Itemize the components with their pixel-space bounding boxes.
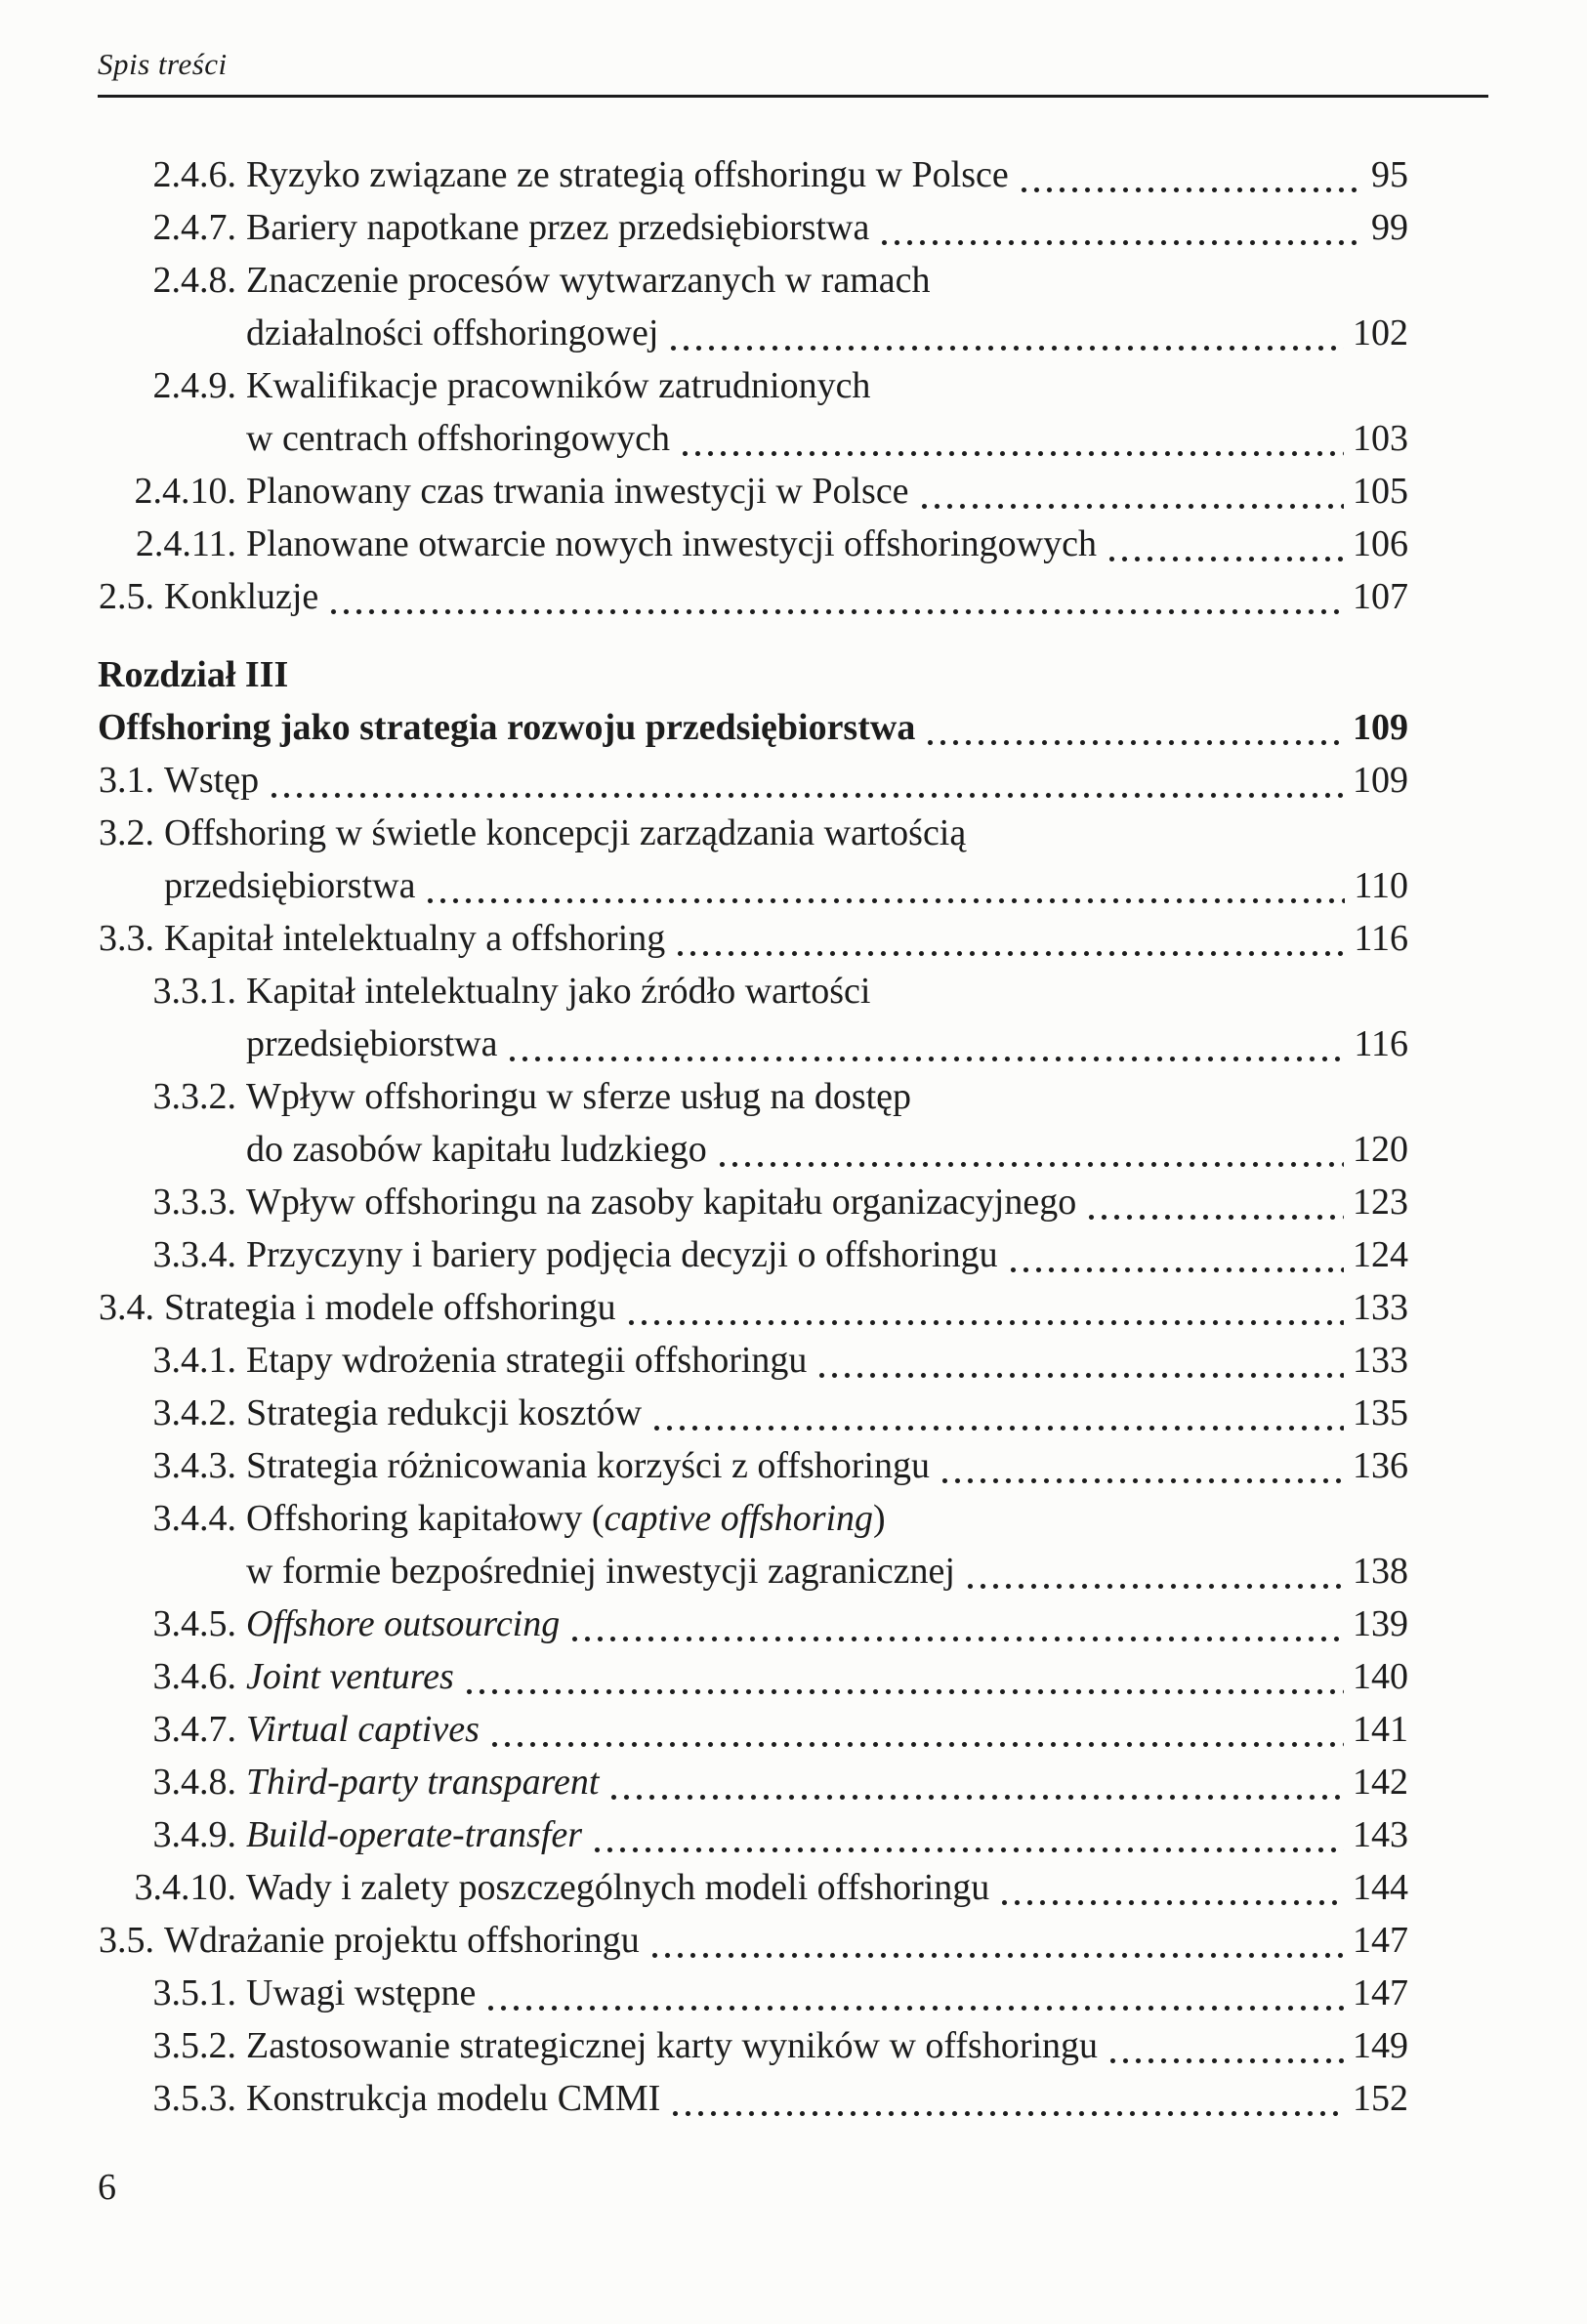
toc-entry-number xyxy=(98,1017,236,1070)
toc-leader-dots xyxy=(650,1387,1344,1439)
toc-entry-title xyxy=(246,1228,998,1281)
toc-page-number: 107 xyxy=(1353,576,1408,617)
toc-line xyxy=(98,1756,1408,1808)
toc-entry-number: 3.1. xyxy=(99,760,154,801)
toc-entry-title xyxy=(246,1017,497,1070)
toc-title-segment: Etapy wdrożenia strategii offshoringu xyxy=(246,1340,808,1381)
toc-entry-title xyxy=(246,1808,582,1861)
toc-leader-dots xyxy=(716,1123,1344,1176)
toc-line xyxy=(98,1545,1408,1598)
toc-entry-number: 2.4.9. xyxy=(152,365,236,406)
toc-entry-title xyxy=(246,2019,1098,2072)
toc-page-number: 136 xyxy=(1353,1445,1408,1486)
toc-leader-dots xyxy=(648,1914,1344,1967)
toc-title-segment: Wstęp xyxy=(164,760,260,801)
toc-title-segment: Strategia różnicowania korzyści z offshoringu xyxy=(246,1445,930,1486)
toc-line xyxy=(98,2019,1408,2072)
toc-entry-number: 3.3.1. xyxy=(152,971,236,1012)
toc-entry-title xyxy=(98,701,915,754)
toc-leader-dots xyxy=(1085,1176,1344,1228)
toc-entry xyxy=(98,465,1408,518)
toc-title-segment: Offshoring w świetle koncepcji zarządzania wartością xyxy=(164,812,967,853)
toc-entry-title xyxy=(98,648,288,701)
toc-line xyxy=(98,1017,1408,1070)
toc-entry-number: 3.4.10. xyxy=(134,1867,236,1908)
toc-entry-number: 2.4.6. xyxy=(152,154,236,195)
toc-entry-number: 3.5. xyxy=(99,1920,154,1961)
toc-title-segment: Kapitał intelektualny a offshoring xyxy=(164,918,666,959)
toc-line xyxy=(98,201,1408,254)
toc-entry-title xyxy=(164,807,966,859)
page-header xyxy=(98,47,1488,98)
toc-entry-number: 3.4.9. xyxy=(152,1814,236,1855)
toc-page-number: 142 xyxy=(1353,1762,1408,1803)
toc-entry xyxy=(98,1387,1408,1439)
toc-entry-title xyxy=(246,1123,707,1176)
toc-title-segment: Wpływ offshoringu na zasoby kapitału organizacyjnego xyxy=(246,1182,1077,1223)
toc-page-number: 109 xyxy=(1353,760,1408,801)
toc-line xyxy=(98,1808,1408,1861)
toc-entry xyxy=(98,1176,1408,1228)
toc-entry-number: 2.5. xyxy=(99,576,154,617)
toc-line xyxy=(98,2072,1408,2125)
toc-entry-number xyxy=(98,307,236,359)
toc-line xyxy=(98,1070,1408,1123)
toc-entry-number: 2.4.11. xyxy=(135,523,236,564)
toc-page-number: 140 xyxy=(1353,1656,1408,1697)
toc-title-segment: Ryzyko związane ze strategią offshoringu w Polsce xyxy=(246,154,1009,195)
toc-entry-title xyxy=(164,1914,640,1967)
toc-title-segment: przedsiębiorstwa xyxy=(246,1023,498,1064)
toc-entry xyxy=(98,254,1408,359)
toc-page-number: 103 xyxy=(1353,418,1408,459)
toc-entry-title xyxy=(246,1650,454,1703)
toc-line xyxy=(98,1492,1408,1545)
toc-leader-dots xyxy=(506,1017,1345,1070)
toc-title-segment: Wady i zalety poszczególnych modeli offshoringu xyxy=(246,1867,990,1908)
toc-leader-dots xyxy=(1018,148,1362,201)
toc-page-number: 110 xyxy=(1354,865,1408,906)
toc-entry-number: 3.5.1. xyxy=(152,1972,236,2013)
toc-entry-number: 3.4.6. xyxy=(152,1656,236,1697)
toc-entry xyxy=(98,1281,1408,1334)
toc-entry xyxy=(98,1228,1408,1281)
toc-entry xyxy=(98,359,1408,465)
toc-line xyxy=(98,648,1408,701)
toc-page-number: 120 xyxy=(1353,1129,1408,1170)
toc-leader-dots xyxy=(568,1598,1344,1650)
toc-entry-title xyxy=(164,1281,616,1334)
toc-entry-title xyxy=(246,307,658,359)
toc-entry-title xyxy=(164,570,318,623)
toc-entry xyxy=(98,1967,1408,2019)
toc-line xyxy=(98,465,1408,518)
toc-entry-number: 2.4.10. xyxy=(134,471,236,512)
toc-title-segment: do zasobów kapitału ludzkiego xyxy=(246,1129,707,1170)
toc-page-number: 106 xyxy=(1353,523,1408,564)
toc-leader-dots xyxy=(679,412,1344,465)
toc-entry-title xyxy=(246,1439,930,1492)
toc-entry-title xyxy=(246,965,870,1017)
toc-title-segment: Offshoring kapitałowy ( xyxy=(246,1498,605,1539)
toc-entry xyxy=(98,1598,1408,1650)
toc-entry xyxy=(98,912,1408,965)
toc-entry-title xyxy=(246,518,1097,570)
toc-entry xyxy=(98,570,1408,623)
toc-entry xyxy=(98,2019,1408,2072)
toc-chapter-heading xyxy=(98,648,1408,701)
toc-leader-dots xyxy=(674,912,1345,965)
toc-title-segment: Kapitał intelektualny jako źródło wartości xyxy=(246,971,871,1012)
toc-title-segment: Strategia redukcji kosztów xyxy=(246,1392,643,1433)
toc-leader-dots xyxy=(488,1703,1344,1756)
toc-page-number: 147 xyxy=(1353,1920,1408,1961)
toc-line xyxy=(98,754,1408,807)
toc-entry-title xyxy=(246,465,909,518)
toc-entry xyxy=(98,1439,1408,1492)
toc-title-segment: Uwagi wstępne xyxy=(246,1972,477,2013)
toc-line xyxy=(98,518,1408,570)
toc-leader-dots xyxy=(625,1281,1344,1334)
toc-page-number: 95 xyxy=(1371,154,1408,195)
toc-page-number: 109 xyxy=(1353,707,1408,748)
toc-entry-title xyxy=(246,2072,660,2125)
toc-entry-number: 2.4.7. xyxy=(152,207,236,248)
toc-entry-title xyxy=(246,1492,886,1545)
toc-entry-number: 2.4.8. xyxy=(152,260,236,301)
toc-entry xyxy=(98,1861,1408,1914)
toc-entry-title xyxy=(246,254,931,307)
toc-leader-dots xyxy=(268,754,1344,807)
toc-page-number: 124 xyxy=(1353,1234,1408,1275)
toc-leader-dots xyxy=(484,1967,1344,2019)
toc-title-italic-segment: Build-operate-transfer xyxy=(246,1814,583,1855)
header-rule xyxy=(98,95,1488,98)
toc-leader-dots xyxy=(424,859,1345,912)
toc-line xyxy=(98,1176,1408,1228)
toc-entry-title xyxy=(246,1545,955,1598)
toc-leader-dots xyxy=(964,1545,1344,1598)
toc-entry xyxy=(98,1650,1408,1703)
toc-entry-title xyxy=(246,1703,480,1756)
toc-entry xyxy=(98,148,1408,201)
toc-line xyxy=(98,965,1408,1017)
toc-page-number: 133 xyxy=(1353,1287,1408,1328)
toc-entry-number: 3.4.3. xyxy=(152,1445,236,1486)
toc-entry xyxy=(98,1756,1408,1808)
toc-entry xyxy=(98,1334,1408,1387)
toc-line xyxy=(98,570,1408,623)
toc-entry-number: 3.3.4. xyxy=(152,1234,236,1275)
toc-line xyxy=(98,412,1408,465)
toc-page-number: 144 xyxy=(1353,1867,1408,1908)
toc-entry-title xyxy=(246,1756,599,1808)
running-head-title: Spis treści xyxy=(98,47,228,81)
toc-title-segment: ) xyxy=(873,1498,886,1539)
toc-entry-number xyxy=(98,1545,236,1598)
toc-entry-number: 3.4.1. xyxy=(152,1340,236,1381)
toc-entry-number: 3.3. xyxy=(99,918,154,959)
toc-entry-number: 3.4.2. xyxy=(152,1392,236,1433)
toc-title-segment: Wpływ offshoringu w sferze usług na dostęp xyxy=(246,1076,912,1117)
toc-entry-title xyxy=(164,859,415,912)
toc-line xyxy=(98,254,1408,307)
toc-title-italic-segment: Virtual captives xyxy=(246,1709,480,1750)
toc-title-italic-segment: Joint ventures xyxy=(246,1656,454,1697)
toc-line xyxy=(98,1281,1408,1334)
toc-line xyxy=(98,701,1408,754)
toc-page-number: 152 xyxy=(1353,2078,1408,2119)
toc-leader-dots xyxy=(918,465,1344,518)
toc-leader-dots xyxy=(1106,518,1344,570)
toc-entry-number: 3.3.2. xyxy=(152,1076,236,1117)
toc-line xyxy=(98,148,1408,201)
toc-line xyxy=(98,1703,1408,1756)
toc-leader-dots xyxy=(607,1756,1344,1808)
toc-page-number: 102 xyxy=(1353,312,1408,353)
toc-entry-number: 3.3.3. xyxy=(152,1182,236,1223)
toc-entry-title xyxy=(246,412,670,465)
toc-leader-dots xyxy=(667,307,1344,359)
toc-entry-number: 3.4. xyxy=(99,1287,154,1328)
footer-page-number: 6 xyxy=(98,2167,116,2208)
toc-entry xyxy=(98,1070,1408,1176)
toc-entry xyxy=(98,965,1408,1070)
toc-title-segment: Zastosowanie strategicznej karty wyników w offshoringu xyxy=(246,2025,1099,2066)
toc-title-segment: Kwalifikacje pracowników zatrudnionych xyxy=(246,365,871,406)
toc-entry xyxy=(98,754,1408,807)
toc-entry-title xyxy=(246,359,870,412)
toc-line xyxy=(98,1967,1408,2019)
toc-line xyxy=(98,807,1408,859)
toc-page-number: 138 xyxy=(1353,1551,1408,1592)
toc-page-number: 105 xyxy=(1353,471,1408,512)
toc-list xyxy=(98,148,1408,2125)
toc-leader-dots xyxy=(815,1334,1344,1387)
toc-title-segment: Offshoring jako strategia rozwoju przedsiębiorstwa xyxy=(98,707,916,748)
toc-title-italic-segment: Offshore outsourcing xyxy=(246,1603,561,1644)
toc-page-number: 139 xyxy=(1353,1603,1408,1644)
toc-title-segment: Bariery napotkane przez przedsiębiorstwa xyxy=(246,207,870,248)
toc-leader-dots xyxy=(327,570,1344,623)
toc-entry-title xyxy=(246,1861,989,1914)
toc-entry-title xyxy=(246,1334,807,1387)
toc-title-segment: Przyczyny i bariery podjęcia decyzji o offshoringu xyxy=(246,1234,998,1275)
toc-entry xyxy=(98,518,1408,570)
toc-page-number: 143 xyxy=(1353,1814,1408,1855)
toc-leader-dots xyxy=(1007,1228,1344,1281)
toc-line xyxy=(98,1387,1408,1439)
toc-leader-dots xyxy=(591,1808,1344,1861)
toc-entry-number xyxy=(98,412,236,465)
toc-entry xyxy=(98,1703,1408,1756)
toc-line xyxy=(98,359,1408,412)
toc-entry-number: 3.5.3. xyxy=(152,2078,236,2119)
toc-page-number: 116 xyxy=(1354,918,1408,959)
toc-line xyxy=(98,1914,1408,1967)
toc-line xyxy=(98,1123,1408,1176)
toc-page-number: 149 xyxy=(1353,2025,1408,2066)
toc-title-segment: Planowany czas trwania inwestycji w Polsce xyxy=(246,471,909,512)
toc-entry xyxy=(98,1808,1408,1861)
toc-entry-number: 3.5.2. xyxy=(152,2025,236,2066)
toc-entry-title xyxy=(164,912,665,965)
toc-title-segment: Znaczenie procesów wytwarzanych w ramach xyxy=(246,260,931,301)
toc-leader-dots xyxy=(463,1650,1344,1703)
toc-line xyxy=(98,1861,1408,1914)
toc-title-segment: Planowane otwarcie nowych inwestycji offshoringowych xyxy=(246,523,1097,564)
toc-entry xyxy=(98,201,1408,254)
toc-leader-dots xyxy=(998,1861,1344,1914)
toc-entry-title xyxy=(246,201,869,254)
toc-title-segment: Konstrukcja modelu CMMI xyxy=(246,2078,661,2119)
toc-line xyxy=(98,1334,1408,1387)
toc-entry-title xyxy=(246,148,1009,201)
toc-title-segment: Rozdział III xyxy=(98,654,289,695)
toc-entry xyxy=(98,1492,1408,1598)
toc-title-italic-segment: captive offshoring xyxy=(604,1498,874,1539)
toc-entry xyxy=(98,807,1408,912)
toc-title-segment: w formie bezpośredniej inwestycji zagranicznej xyxy=(246,1551,955,1592)
toc-title-segment: Konkluzje xyxy=(164,576,319,617)
toc-entry xyxy=(98,1914,1408,1967)
toc-line xyxy=(98,1228,1408,1281)
toc-leader-dots xyxy=(1107,2019,1344,2072)
toc-entry-title xyxy=(246,1070,911,1123)
toc-page-number: 147 xyxy=(1353,1972,1408,2013)
toc-page-number: 99 xyxy=(1371,207,1408,248)
toc-page-number: 135 xyxy=(1353,1392,1408,1433)
toc-line xyxy=(98,1439,1408,1492)
toc-page-number: 123 xyxy=(1353,1182,1408,1223)
toc-leader-dots xyxy=(669,2072,1344,2125)
toc-title-italic-segment: Third-party transparent xyxy=(246,1762,600,1803)
toc-line xyxy=(98,859,1408,912)
toc-entry-number: 3.4.8. xyxy=(152,1762,236,1803)
toc-entry-number xyxy=(98,1123,236,1176)
toc-entry-title xyxy=(164,754,259,807)
toc-leader-dots xyxy=(939,1439,1344,1492)
toc-line xyxy=(98,1598,1408,1650)
toc-title-segment: przedsiębiorstwa xyxy=(164,865,416,906)
toc-entry-number: 3.4.7. xyxy=(152,1709,236,1750)
toc-entry xyxy=(98,2072,1408,2125)
toc-page-number: 133 xyxy=(1353,1340,1408,1381)
toc-entry-number: 3.2. xyxy=(99,812,154,853)
toc-title-segment: w centrach offshoringowych xyxy=(246,418,671,459)
toc-title-segment: Strategia i modele offshoringu xyxy=(164,1287,616,1328)
toc-title-segment: Wdrażanie projektu offshoringu xyxy=(164,1920,640,1961)
toc-leader-dots xyxy=(924,701,1344,754)
toc-entry-number: 3.4.4. xyxy=(152,1498,236,1539)
toc-leader-dots xyxy=(878,201,1362,254)
toc-page-number: 116 xyxy=(1354,1023,1408,1064)
toc-entry-title xyxy=(246,1387,642,1439)
toc-title-segment: działalności offshoringowej xyxy=(246,312,659,353)
toc-entry-number xyxy=(98,859,154,912)
toc-chapter-title-entry xyxy=(98,701,1408,754)
toc-line xyxy=(98,307,1408,359)
toc-entry-title xyxy=(246,1598,560,1650)
toc-entry-number: 3.4.5. xyxy=(152,1603,236,1644)
toc-entry-title xyxy=(246,1967,476,2019)
toc-line xyxy=(98,912,1408,965)
toc-page-number: 141 xyxy=(1353,1709,1408,1750)
toc-entry-title xyxy=(246,1176,1076,1228)
toc-line xyxy=(98,1650,1408,1703)
